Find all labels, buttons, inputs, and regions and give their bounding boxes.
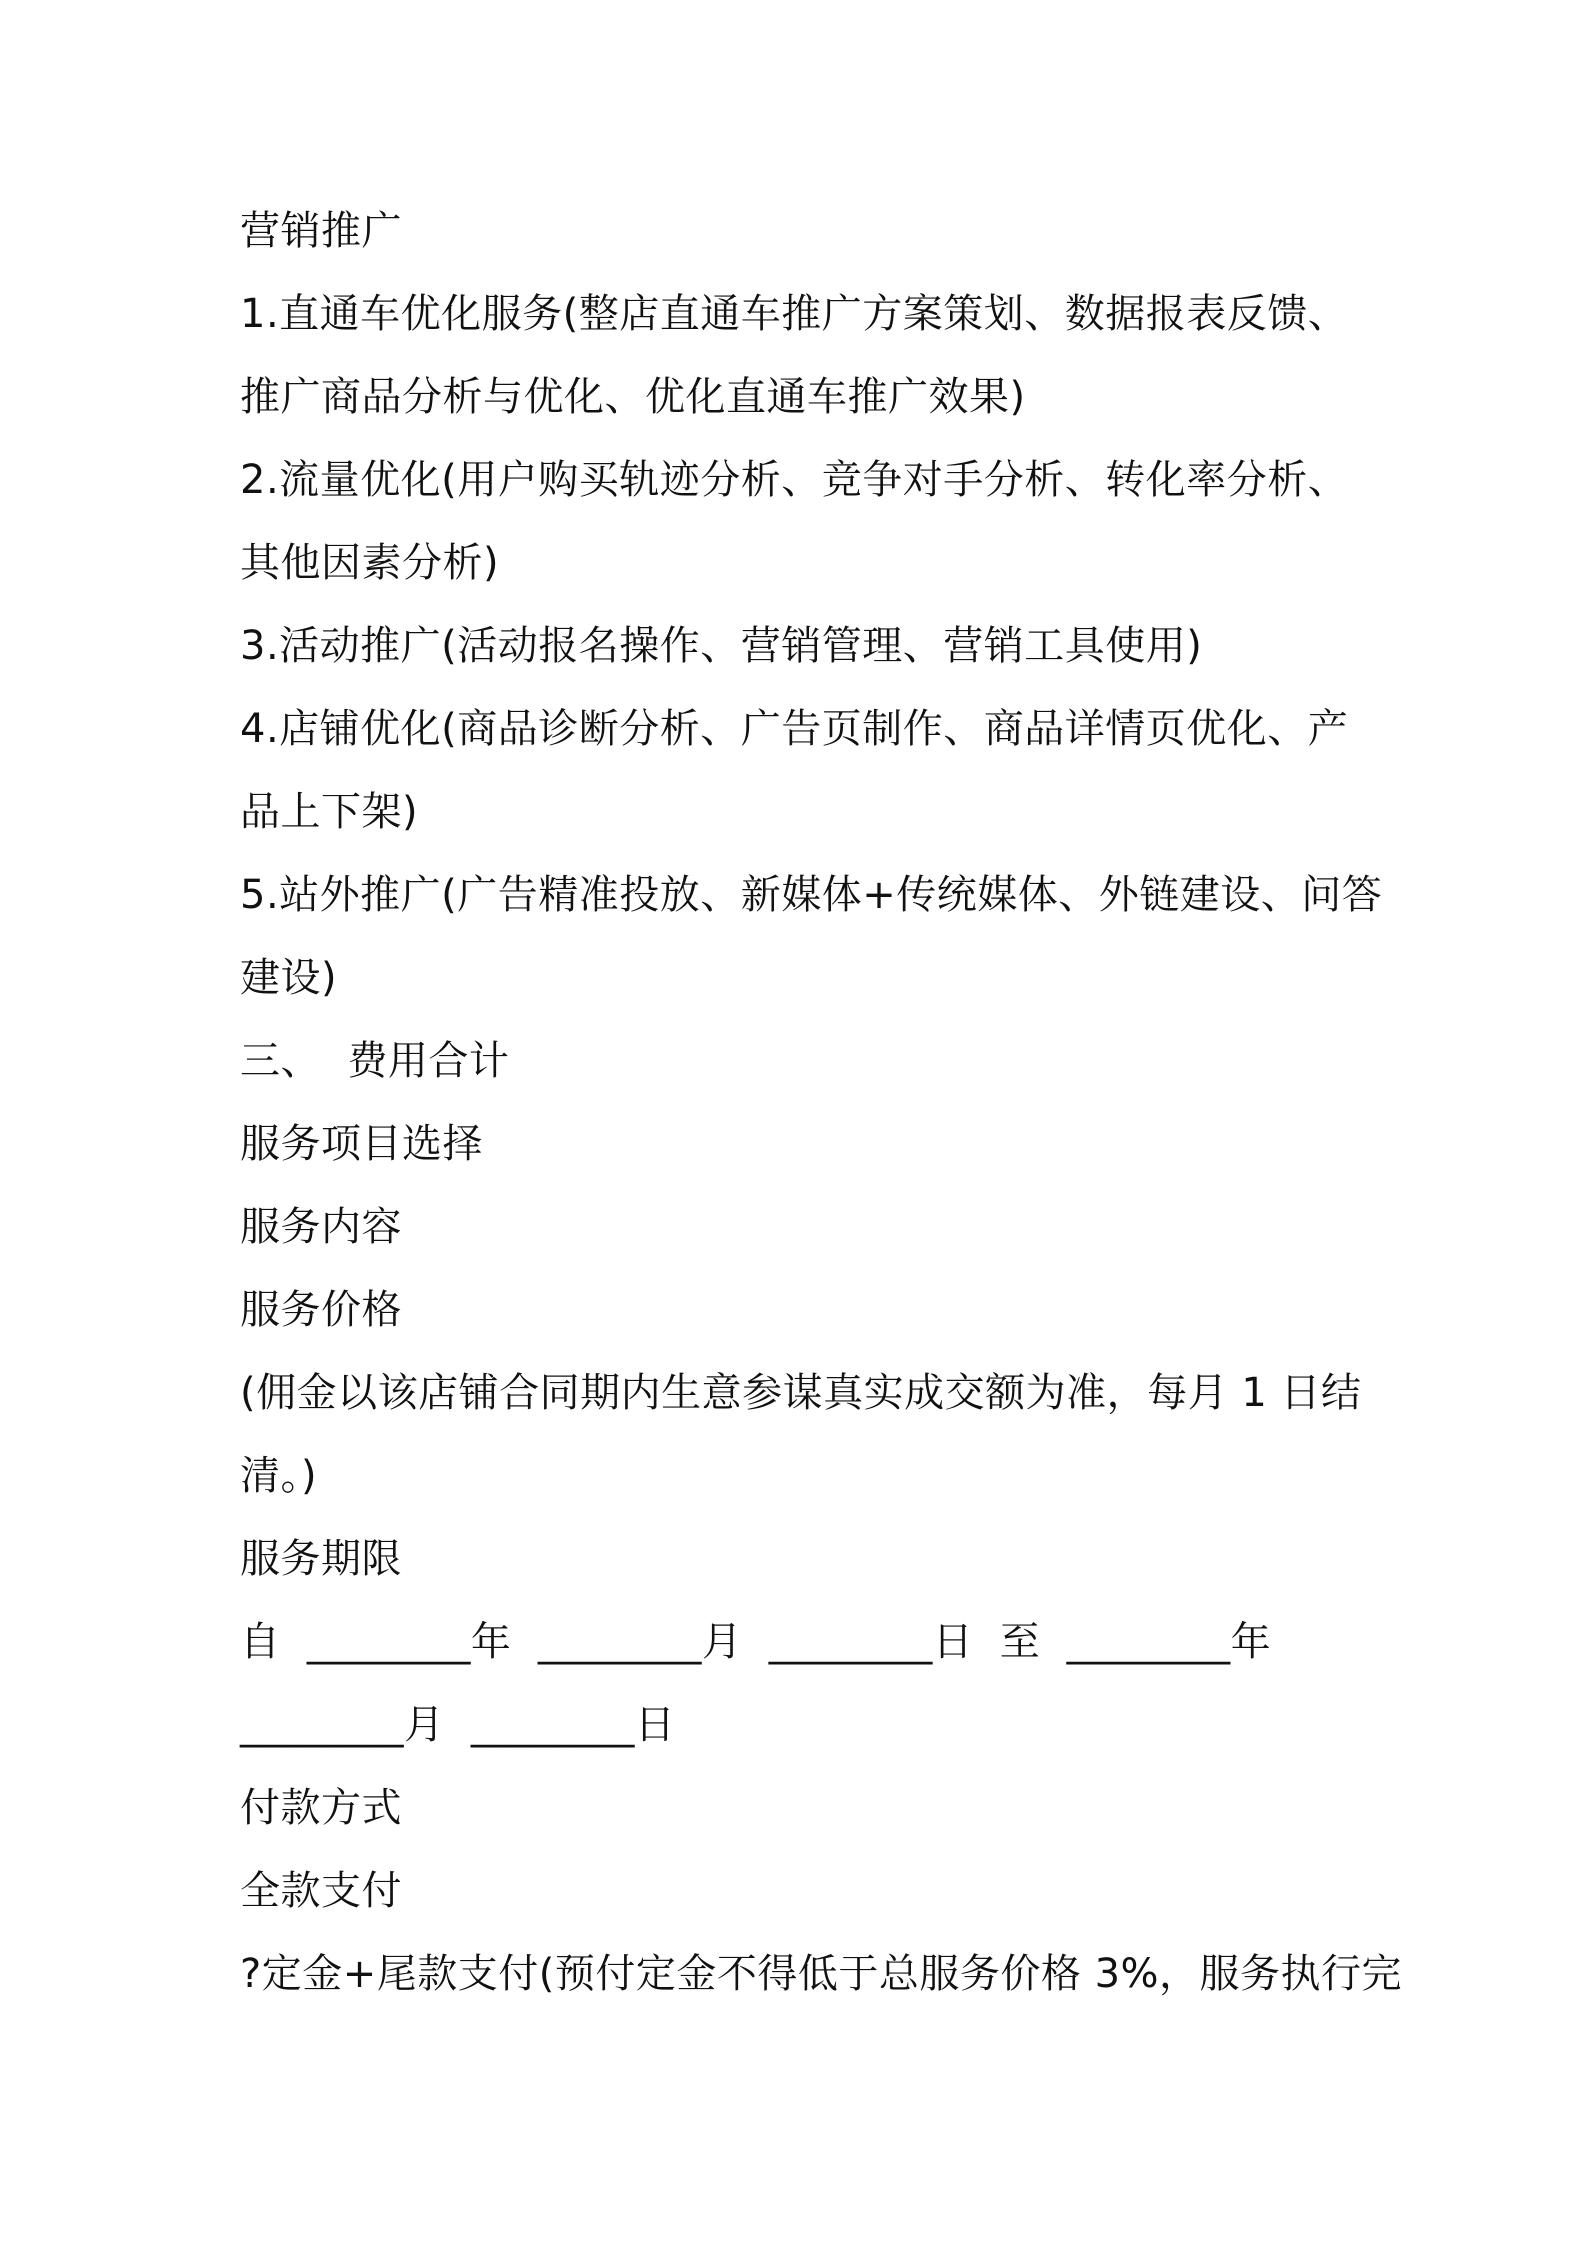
period-dates-line-2: ________月 ________日 (240, 1702, 676, 1748)
item-3-line-1: 3.活动推广(活动报名操作、营销管理、营销工具使用) (240, 623, 1203, 669)
section-heading-marketing: 营销推广 (240, 208, 402, 254)
commission-note-line-1: (佣金以该店铺合同期内生意参谋真实成交额为准，每月 1 日结 (240, 1370, 1362, 1416)
payment-option-full: 全款支付 (240, 1868, 402, 1914)
label-service-price: 服务价格 (240, 1287, 402, 1333)
section-heading-fees: 三、 费用合计 (240, 1038, 510, 1084)
item-5-line-2: 建设) (240, 955, 338, 1001)
label-service-selection: 服务项目选择 (240, 1121, 483, 1167)
document-page (240, 190, 1403, 2016)
commission-note-line-2: 清。) (240, 1453, 318, 1499)
item-1-line-1: 1.直通车优化服务(整店直通车推广方案策划、数据报表反馈、 (240, 291, 1349, 337)
item-1-line-2: 推广商品分析与优化、优化直通车推广效果) (240, 374, 1026, 420)
item-5-line-1: 5.站外推广(广告精准投放、新媒体+传统媒体、外链建设、问答 (240, 872, 1383, 918)
payment-option-deposit: ?定金+尾款支付(预付定金不得低于总服务价格 3%，服务执行完 (240, 1951, 1403, 1997)
item-4-line-2: 品上下架) (240, 789, 419, 835)
label-service-content: 服务内容 (240, 1204, 402, 1250)
label-payment-method: 付款方式 (240, 1785, 402, 1831)
item-4-line-1: 4.店铺优化(商品诊断分析、广告页制作、商品详情页优化、产 (240, 706, 1349, 752)
item-2-line-2: 其他因素分析) (240, 540, 500, 586)
label-service-period: 服务期限 (240, 1536, 402, 1582)
item-2-line-1: 2.流量优化(用户购买轨迹分析、竞争对手分析、转化率分析、 (240, 457, 1349, 503)
period-dates-line-1: 自 ________年 ________月 ________日 至 ________年 (240, 1619, 1272, 1665)
